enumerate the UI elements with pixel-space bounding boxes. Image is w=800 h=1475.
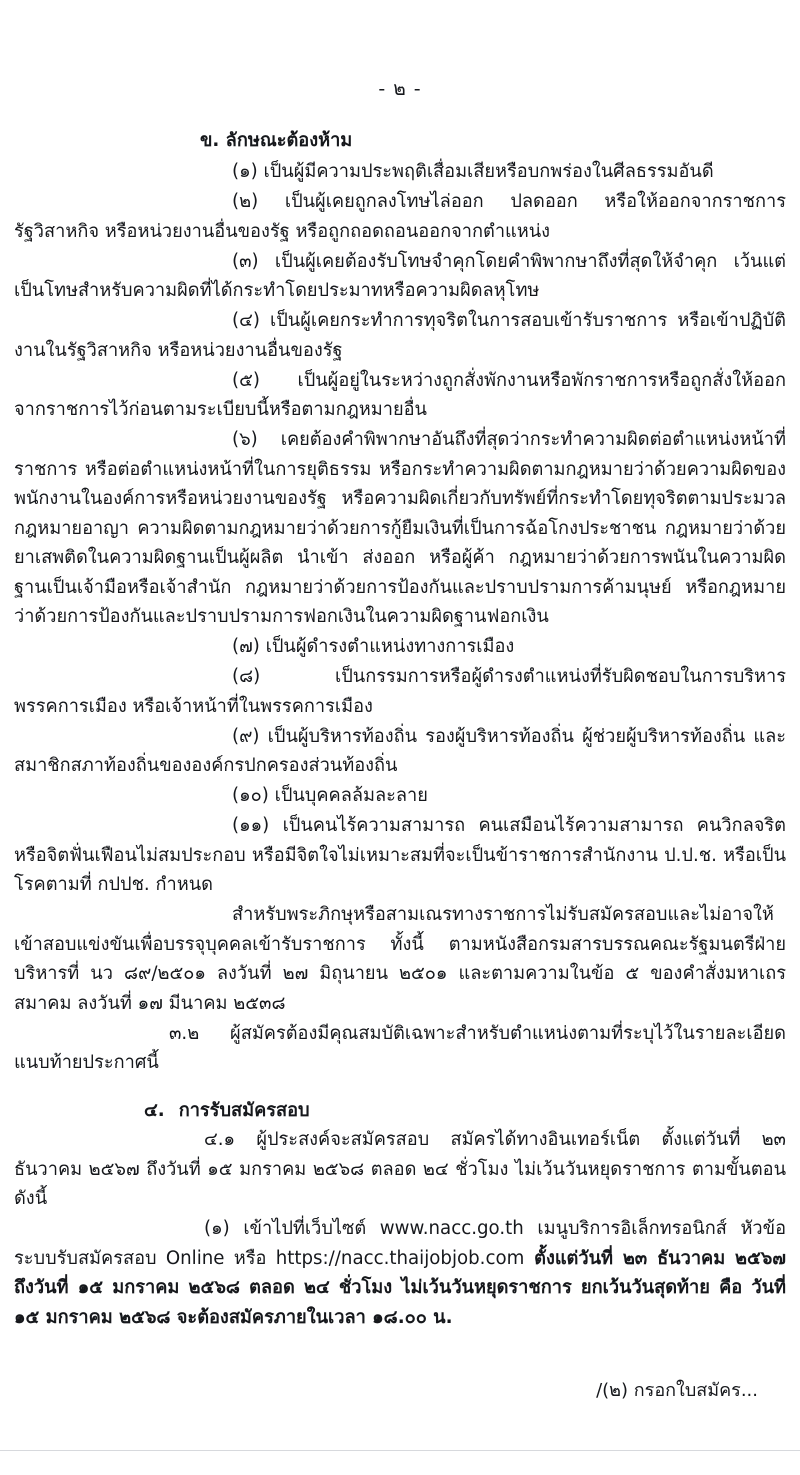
section-4-heading (14, 1096, 786, 1125)
list-item: (๑๐) เป็นบุคคลล้มละลาย (232, 785, 428, 807)
section-b-heading: ข. ลักษณะต้องห้าม (200, 130, 353, 151)
list-item: (๔) เป็นผู้เคยกระทำการทุจริตในการสอบเข้ารับราชการ หรือเข้าปฏิบัติงานในรัฐวิสาหกิจ หรือหน่วยงานอื่นของรัฐ (14, 310, 786, 361)
page-bottom-divider (0, 1450, 800, 1451)
page-number: - ๒ - (378, 78, 422, 100)
list-item: (๓) เป็นผู้เคยต้องรับโทษจำคุกโดยคำพิพากษาถึงที่สุดให้จำคุก เว้นแต่เป็นโทษสำหรับความผิดที่ได้กระทำโดยประมาทหรือความผิดลหุโทษ (14, 250, 786, 302)
list-item: (๒) เป็นผู้เคยถูกลงโทษไล่ออก ปลดออก หรือให้ออกจากราชการ รัฐวิสาหกิจ หรือหน่วยงานอื่นของรัฐ หรือถูกถอดถอนออกจากตำแหน่ง (14, 191, 786, 242)
section-4-title: การรับสมัครสอบ (178, 1099, 310, 1121)
footer-note: /(๒) กรอกใบสมัคร... (596, 1380, 758, 1402)
list-item: (๕) เป็นผู้อยู่ในระหว่างถูกสั่งพักงานหรือพักราชการหรือถูกสั่งให้ออกจากราชการไว้ก่อนตามระเบียบนี้หรือตามกฎหมายอื่น (14, 369, 786, 421)
item-4-1-1-text-c: ตั้งแต่วันที่ ๒๓ ธันวาคม ๒๕๖๗ ถึงวันที่ ๑๕ มกราคม ๒๕๖๘ ตลอด ๒๔ ชั่วโมง ไม่เว้นวันหยุดราชการ ยกเว้นวันสุดท้าย คือ วันที่ ๑๕ มกราคม ๒๕๖๘ จะต้องสมัครภายในเวลา ๑๘.๐๐ น. (14, 1247, 786, 1328)
item-3-2: ๓.๒ ผู้สมัครต้องมีคุณสมบัติเฉพาะสำหรับตำแหน่งตามที่ระบุไว้ในรายละเอียดแนบท้ายประกาศนี้ (14, 1022, 786, 1074)
list-item: (๙) เป็นผู้บริหารท้องถิ่น รองผู้บริหารท้องถิ่น ผู้ช่วยผู้บริหารท้องถิ่น และสมาชิกสภาท้องถิ่นขององค์กรปกครองส่วนท้องถิ่น (14, 725, 786, 777)
list-item: (๘) เป็นกรรมการหรือผู้ดำรงตำแหน่งที่รับผิดชอบในการบริหารพรรคการเมือง หรือเจ้าหน้าที่ในพรรคการเมือง (14, 666, 786, 717)
section-4-number: ๔. (144, 1099, 165, 1121)
section-b-closing-paragraph: สำหรับพระภิกษุหรือสามเณรทางราชการไม่รับสมัครสอบและไม่อาจให้เข้าสอบแข่งขันเพื่อบรรจุบุคคลเข้ารับราชการ ทั้งนี้ ตามหนังสือกรมสารบรรณคณะรัฐมนตรีฝ่ายบริหารที่ นว ๘๙/๒๕๐๑ ลงวันที่ ๒๗ มิถุนายน ๒๕๐๑ และตามความในข้อ ๕ ของคำสั่งมหาเถรสมาคม ลงวันที่ ๑๗ มีนาคม ๒๕๓๘ (14, 904, 786, 1014)
nacc-website-link[interactable]: www.nacc.go.th (379, 1218, 524, 1240)
item-4-1: ๔.๑ ผู้ประสงค์จะสมัครสอบ สมัครได้ทางอินเทอร์เน็ต ตั้งแต่วันที่ ๒๓ ธันวาคม ๒๕๖๗ ถึงวันที่ ๑๕ มกราคม ๒๕๖๘ ตลอด ๒๔ ชั่วโมง ไม่เว้นวันหยุดราชการ ตามขั้นตอนดังนี้ (14, 1129, 786, 1210)
item-4-1-1-text-b: เมนูบริการอิเล็กทรอนิกส์ หัวข้อระบบรับสมัครสอบ Online หรือ (14, 1218, 787, 1269)
list-item: (๖) เคยต้องคำพิพากษาอันถึงที่สุดว่ากระทำความผิดต่อตำแหน่งหน้าที่ราชการ หรือต่อตำแหน่งหน้าที่ในการยุติธรรม หรือกระทำความผิดตามกฎหมายว่าด้วยความผิดของพนักงานในองค์การหรือหน่วยงานของรัฐ หรือความผิดเกี่ยวกับทรัพย์ที่กระทำโดยทุจริตตามประมวลกฎหมายอาญา ความผิดตามกฎหมายว่าด้วยการกู้ยืมเงินที่เป็นการฉ้อโกงประชาชน กฎหมายว่าด้วยยาเสพติดในความผิดฐานเป็นผู้ผลิต นำเข้า ส่งออก หรือผู้ค้า กฎหมายว่าด้วยการพนันในความผิดฐานเป็นเจ้ามือหรือเจ้าสำนัก กฎหมายว่าด้วยการป้องกันและปราบปรามการค้ามนุษย์ หรือกฎหมายว่าด้วยการป้องกันและปราบปรามการฟอกเงินในความผิดฐานฟอกเงิน (14, 429, 786, 628)
list-item: (๑๑) เป็นคนไร้ความสามารถ คนเสมือนไร้ความสามารถ คนวิกลจริต หรือจิตฟั่นเฟือนไม่สมประกอบ หรือมีจิตใจไม่เหมาะสมที่จะเป็นข้าราชการสำนักงาน ป.ป.ช. หรือเป็นโรคตามที่ กปปช. กำหนด (14, 815, 786, 896)
document-body (14, 126, 786, 1406)
list-item: (๗) เป็นผู้ดำรงตำแหน่งทางการเมือง (232, 636, 515, 658)
item-4-1-1-text-a: (๑) เข้าไปที่เว็บไซต์ (204, 1218, 380, 1240)
list-item: (๑) เป็นผู้มีความประพฤติเสื่อมเสียหรือบกพร่องในศีลธรรมอันดี (232, 161, 714, 183)
thaijobjob-link[interactable]: https://nacc.thaijobjob.com (275, 1247, 525, 1269)
item-4-1-1 (14, 1214, 786, 1332)
